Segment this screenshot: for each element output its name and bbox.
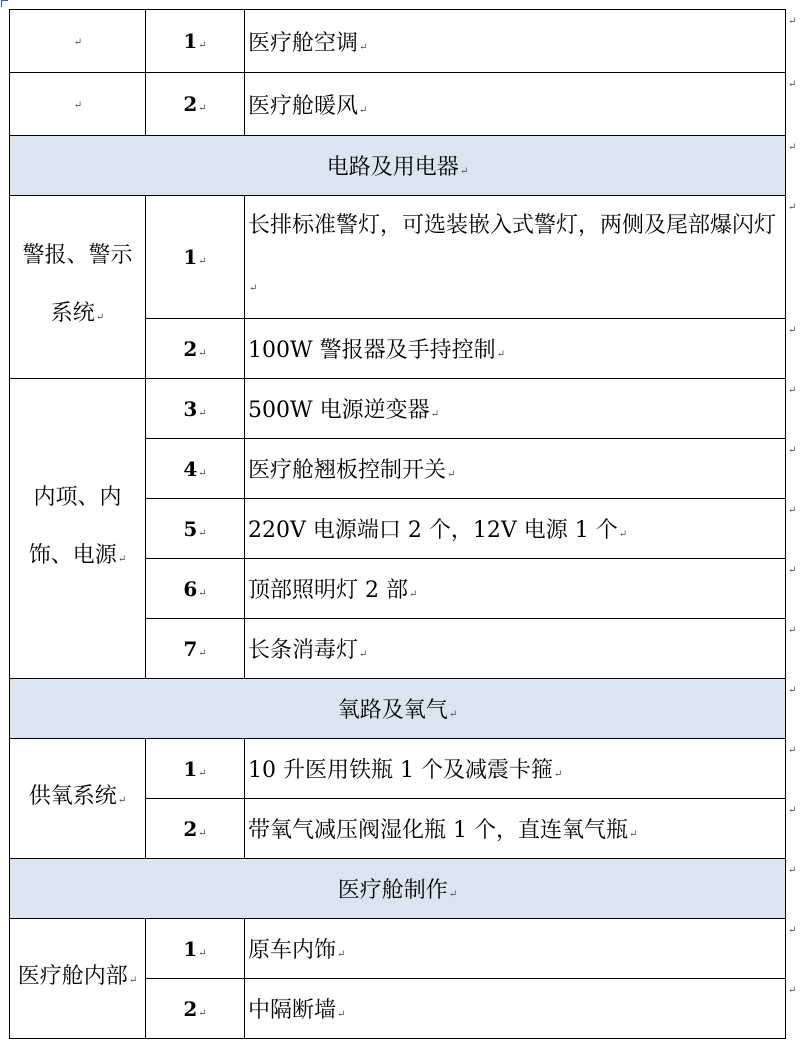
item-description: 220V 电源端口 2 个，12V 电源 1 个↵	[245, 499, 786, 559]
item-description: 100W 警报器及手持控制↵	[245, 319, 786, 379]
table-row	[10, 73, 786, 136]
item-number: 2↵	[146, 73, 245, 136]
category-cell: 供氧系统↵	[10, 739, 146, 859]
item-number: 1↵	[146, 739, 245, 799]
row-end-mark: ↵	[788, 78, 797, 90]
item-number: 1↵	[146, 919, 245, 979]
row-end-mark: ↵	[788, 444, 797, 456]
table-row	[10, 379, 786, 439]
row-end-mark: ↵	[788, 15, 797, 27]
category-cell: 内项、内饰、电源↵	[10, 379, 146, 679]
table-row	[10, 196, 786, 319]
category-cell: 医疗舱内部↵	[10, 919, 146, 1039]
row-end-mark: ↵	[788, 504, 797, 516]
item-description: 中隔断墙↵	[245, 979, 786, 1039]
item-description: 医疗舱空调↵	[245, 10, 786, 73]
section-title: 医疗舱制作↵	[10, 859, 786, 919]
row-end-mark: ↵	[788, 744, 797, 756]
item-number: 2↵	[146, 799, 245, 859]
item-description: 医疗舱翘板控制开关↵	[245, 439, 786, 499]
section-title: 氧路及氧气↵	[10, 679, 786, 739]
item-number: 2↵	[146, 979, 245, 1039]
row-end-mark: ↵	[788, 324, 797, 336]
item-description: 10 升医用铁瓶 1 个及减震卡箍↵	[245, 739, 786, 799]
table-row	[10, 739, 786, 799]
item-number: 7↵	[146, 619, 245, 679]
item-number: 3↵	[146, 379, 245, 439]
paragraph-mark: ↵	[73, 37, 83, 48]
row-end-mark: ↵	[788, 864, 797, 876]
row-end-mark: ↵	[788, 684, 797, 696]
item-number: 5↵	[146, 499, 245, 559]
table-row	[10, 919, 786, 979]
section-header-row	[10, 679, 786, 739]
item-description: 顶部照明灯 2 部↵	[245, 559, 786, 619]
paragraph-mark: ↵	[73, 100, 83, 111]
item-number: 1↵	[146, 10, 245, 73]
row-end-mark: ↵	[788, 201, 797, 213]
item-description: 医疗舱暖风↵	[245, 73, 786, 136]
row-end-mark: ↵	[788, 564, 797, 576]
item-description: 长排标准警灯，可选装嵌入式警灯，两侧及尾部爆闪灯↵	[245, 196, 786, 319]
item-description: 长条消毒灯↵	[245, 619, 786, 679]
item-description: 500W 电源逆变器↵	[245, 379, 786, 439]
row-end-mark: ↵	[788, 804, 797, 816]
item-number: 1↵	[146, 196, 245, 319]
row-end-mark: ↵	[788, 924, 797, 936]
row-end-mark: ↵	[788, 384, 797, 396]
item-number: 4↵	[146, 439, 245, 499]
category-cell	[10, 10, 146, 73]
document-corner-mark	[1, 0, 8, 7]
category-cell: 警报、警示系统↵	[10, 196, 146, 379]
table-row	[10, 10, 786, 73]
row-end-mark: ↵	[788, 141, 797, 153]
spec-table	[9, 9, 786, 1039]
section-header-row	[10, 859, 786, 919]
section-title: 电路及用电器↵	[10, 136, 786, 196]
section-header-row	[10, 136, 786, 196]
item-description: 原车内饰↵	[245, 919, 786, 979]
item-number: 2↵	[146, 319, 245, 379]
item-description: 带氧气减压阀湿化瓶 1 个，直连氧气瓶↵	[245, 799, 786, 859]
row-end-mark: ↵	[788, 624, 797, 636]
row-end-mark: ↵	[788, 984, 797, 996]
item-number: 6↵	[146, 559, 245, 619]
category-cell	[10, 73, 146, 136]
